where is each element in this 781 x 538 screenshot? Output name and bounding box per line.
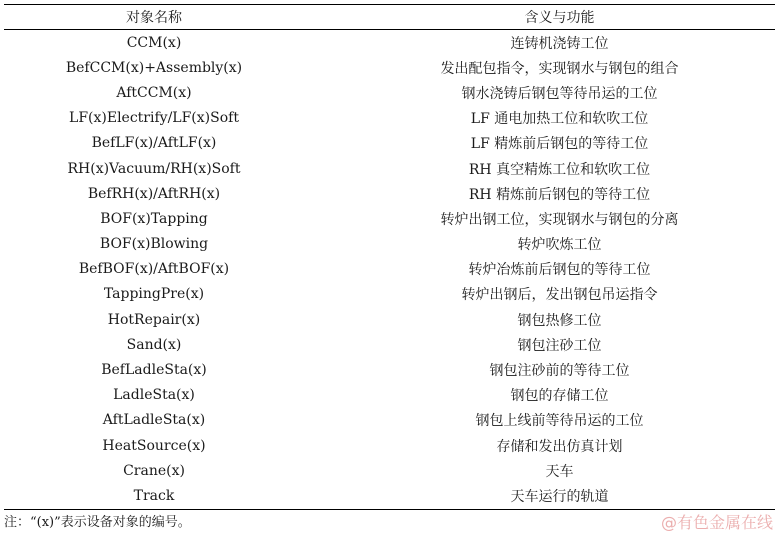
meaning-cell: 天车 (545, 463, 574, 480)
table-row (4, 106, 775, 131)
object-name-cell: HotRepair(x) (107, 311, 201, 328)
table-row (4, 232, 775, 257)
table-row (4, 483, 775, 508)
meaning-cell: 转炉出钢后，发出钢包吊运指令 (461, 287, 658, 304)
object-name-cell: RH(x)Vacuum/RH(x)Soft (67, 160, 241, 177)
watermark: @有色金属在线 (660, 513, 773, 532)
object-name-cell: CCM(x) (126, 34, 182, 51)
table-row (4, 357, 775, 382)
meaning-cell: 连铸机浇铸工位 (510, 35, 609, 52)
object-name-cell: BOF(x)Blowing (99, 236, 209, 253)
header-meaning-function: 含义与功能 (524, 10, 595, 26)
table-row (4, 156, 775, 181)
table-row (4, 206, 775, 231)
table-body (4, 30, 775, 509)
table-row (4, 80, 775, 105)
meaning-cell: RH 真空精炼工位和软吹工位 (468, 161, 651, 178)
object-name-cell: LF(x)Electrify/LF(x)Soft (69, 110, 239, 127)
table-row (4, 383, 775, 408)
meaning-cell: 转炉出钢工位，实现钢水与钢包的分离 (440, 211, 679, 228)
object-name-cell: BefCCM(x)+Assembly(x) (65, 59, 243, 76)
table-row (4, 30, 775, 55)
table-row (4, 55, 775, 80)
object-name-cell: BefLF(x)/AftLF(x) (91, 135, 217, 152)
meaning-cell: 天车运行的轨道 (510, 488, 609, 505)
meaning-cell: 存储和发出仿真计划 (496, 438, 623, 455)
table-row (4, 433, 775, 458)
meaning-cell: 钢包热修工位 (517, 312, 602, 329)
object-name-cell: Crane(x) (123, 462, 185, 479)
meaning-cell: 发出配包指令，实现钢水与钢包的组合 (440, 60, 679, 77)
meaning-cell: 钢包注砂前的等待工位 (489, 363, 630, 380)
table-row (4, 257, 775, 282)
object-name-cell: BefLadleSta(x) (101, 362, 207, 379)
object-name-cell: BefRH(x)/AftRH(x) (87, 185, 221, 202)
meaning-cell: LF 精炼前后钢包的等待工位 (470, 136, 649, 153)
object-name-cell: AftLadleSta(x) (102, 412, 206, 429)
object-table (4, 4, 775, 510)
meaning-cell: 钢包上线前等待吊运的工位 (475, 413, 644, 430)
meaning-cell: LF 通电加热工位和软吹工位 (470, 111, 649, 128)
object-name-cell: BOF(x)Tapping (100, 210, 208, 227)
table-row (4, 131, 775, 156)
meaning-cell: 转炉冶炼前后钢包的等待工位 (468, 262, 651, 279)
object-name-cell: Sand(x) (126, 336, 182, 353)
meaning-cell: 钢水浇铸后钢包等待吊运的工位 (461, 85, 658, 102)
meaning-cell: 转炉吹炼工位 (517, 237, 602, 254)
object-name-cell: TappingPre(x) (103, 286, 205, 303)
object-name-cell: AftCCM(x) (116, 84, 192, 101)
meaning-cell: 钢包注砂工位 (517, 337, 602, 354)
table-header-row (4, 5, 775, 30)
meaning-cell: 钢包的存储工位 (510, 388, 609, 405)
object-name-cell: Track (133, 487, 175, 504)
table-row (4, 332, 775, 357)
table-row (4, 458, 775, 483)
object-name-cell: HeatSource(x) (102, 437, 206, 454)
header-object-name: 对象名称 (126, 10, 182, 26)
object-name-cell: BefBOF(x)/AftBOF(x) (78, 261, 230, 278)
table-row (4, 408, 775, 433)
table-row (4, 307, 775, 332)
table-row (4, 282, 775, 307)
object-name-cell: LadleSta(x) (113, 387, 195, 404)
table-footnote: 注：“(x)”表示设备对象的编号。 (4, 515, 191, 530)
table-row (4, 181, 775, 206)
meaning-cell: RH 精炼前后钢包的等待工位 (468, 186, 651, 203)
